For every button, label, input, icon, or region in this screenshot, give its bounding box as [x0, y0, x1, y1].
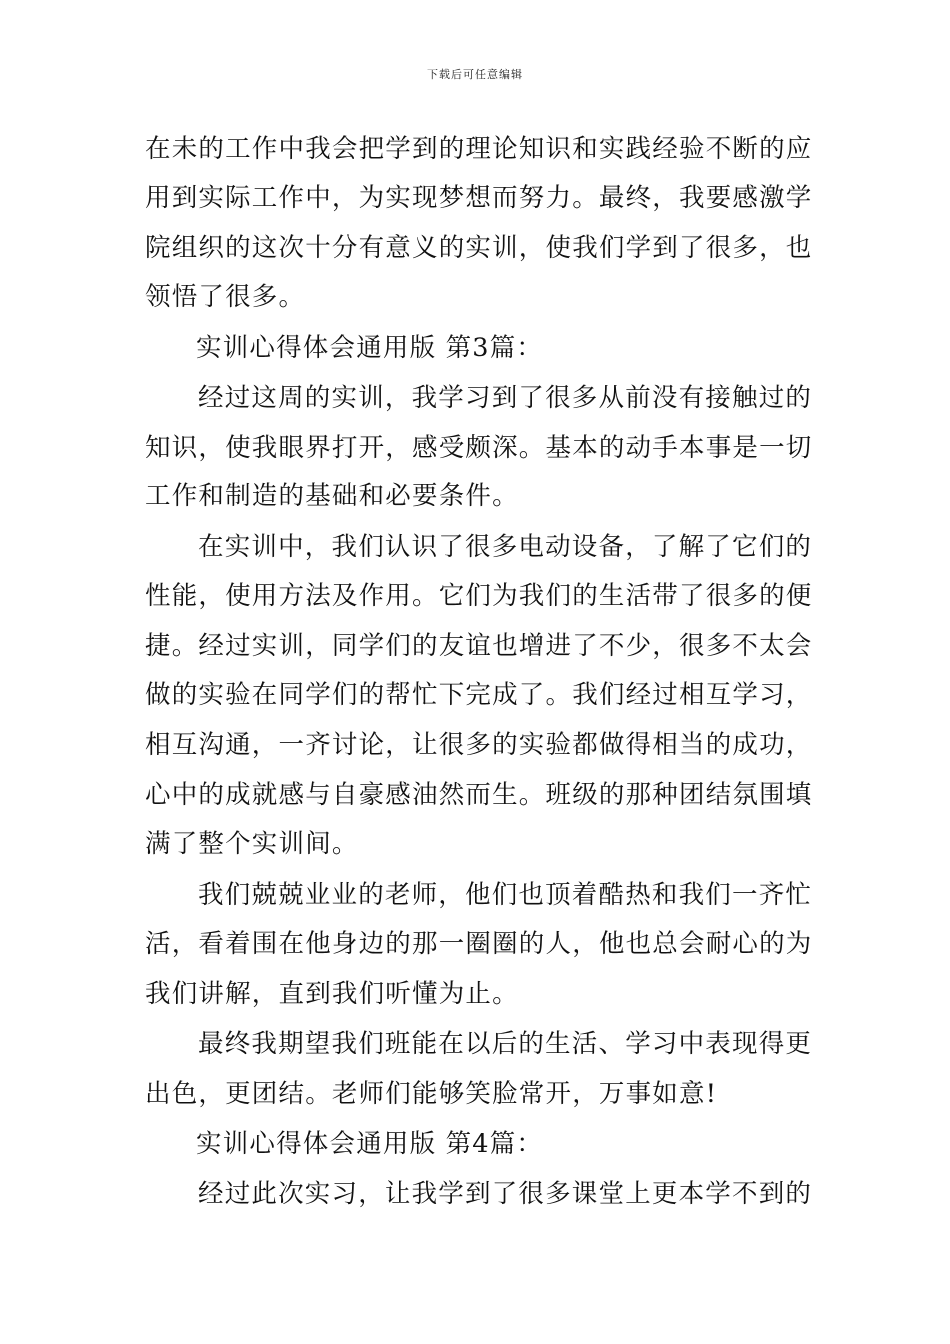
text-line: 在未的工作中我会把学到的理论知识和实践经验不断的应	[145, 134, 813, 164]
text-line: 活，看着围在他身边的那一圈圈的人，他也总会耐心的为	[145, 929, 813, 959]
text-line: 心中的成就感与自豪感油然而生。班级的那种团结氛围填	[145, 780, 813, 810]
text-line: 用到实际工作中，为实现梦想而努力。最终，我要感激学	[145, 183, 813, 213]
text-line: 最终我期望我们班能在以后的生活、学习中表现得更	[198, 1029, 813, 1059]
text-line: 相互沟通，一齐讨论，让很多的实验都做得相当的成功，	[145, 730, 813, 760]
text-line: 我们讲解，直到我们听懂为止。	[145, 979, 519, 1009]
text-line: 出色，更团结。老师们能够笑脸常开，万事如意!	[145, 1079, 718, 1109]
text-line: 院组织的这次十分有意义的实训，使我们学到了很多，也	[145, 233, 813, 263]
text-line: 经过此次实习，让我学到了很多课堂上更本学不到的	[198, 1179, 813, 1209]
text-line: 经过这周的实训，我学习到了很多从前没有接触过的	[198, 383, 813, 413]
text-line: 工作和制造的基础和必要条件。	[145, 481, 519, 511]
text-line: 做的实验在同学们的帮忙下完成了。我们经过相互学习，	[145, 680, 813, 710]
text-line: 性能，使用方法及作用。它们为我们的生活带了很多的便	[145, 581, 813, 611]
text-line: 满了整个实训间。	[145, 829, 359, 859]
text-line: 领悟了很多。	[145, 282, 306, 312]
text-line: 在实训中，我们认识了很多电动设备，了解了它们的	[198, 532, 813, 562]
page-header: 下载后可任意编辑	[427, 68, 523, 81]
text-line: 捷。经过实训，同学们的友谊也增进了不少，很多不太会	[145, 631, 813, 661]
section-heading: 实训心得体会通用版 第3篇：	[196, 333, 544, 363]
text-line: 我们兢兢业业的老师，他们也顶着酷热和我们一齐忙	[198, 880, 813, 910]
section-heading: 实训心得体会通用版 第4篇：	[196, 1129, 544, 1159]
text-line: 知识，使我眼界打开，感受颇深。基本的动手本事是一切	[145, 433, 813, 463]
